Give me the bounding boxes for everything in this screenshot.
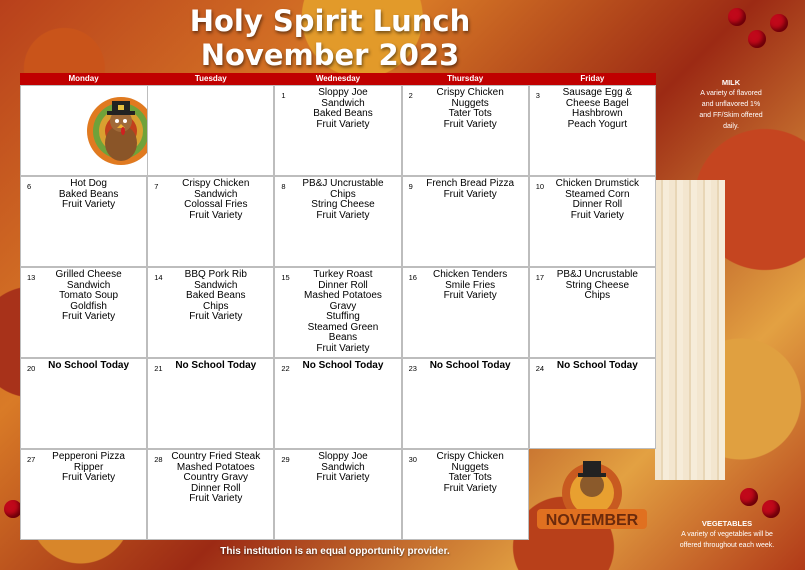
berry-decoration: [748, 30, 766, 48]
vegetables-title: VEGETABLES: [701, 519, 753, 528]
menu-item: Fruit Variety: [443, 118, 497, 130]
menu-item: Tater Tots: [448, 108, 492, 119]
day-number: 24: [535, 364, 545, 373]
day-number: 7: [154, 182, 159, 191]
menu-item: Tomato Soup: [59, 290, 119, 301]
menu-items: [275, 268, 400, 354]
menu-items: [275, 359, 400, 372]
wood-plank-decoration: [655, 180, 725, 480]
menu-item: Sausage Egg &: [562, 87, 633, 98]
day-number: 20: [27, 364, 36, 373]
menu-item: Fruit Variety: [62, 311, 116, 322]
no-school-label: No School Today: [556, 360, 638, 371]
day-number: 1: [281, 91, 286, 100]
vegetables-text-line: offered throughout each week.: [679, 542, 775, 549]
menu-item: Sandwich: [194, 188, 238, 200]
menu-item: Goldfish: [70, 300, 107, 312]
menu-item: Sandwich: [321, 461, 365, 473]
calendar-day-cell: [147, 358, 274, 449]
menu-items: [21, 359, 146, 372]
page-title: Holy Spirit Lunch: [189, 4, 471, 38]
milk-note: [676, 77, 786, 132]
day-number: 13: [27, 273, 36, 282]
menu-item: Dinner Roll: [572, 199, 623, 210]
menu-item: PB&J Uncrustable: [556, 269, 638, 280]
menu-items: [148, 177, 273, 221]
menu-item: Stuffing: [326, 311, 360, 322]
menu-item: BBQ Pork Rib: [184, 269, 247, 280]
day-number: 28: [154, 455, 163, 464]
menu-items: [275, 450, 400, 484]
day-header: Thursday: [447, 74, 484, 83]
day-number: 27: [27, 455, 36, 464]
no-school-label: No School Today: [429, 360, 511, 371]
menu-items: [530, 86, 655, 130]
day-number: 30: [408, 455, 417, 464]
menu-item: Dinner Roll: [191, 482, 241, 494]
menu-item: Chips: [202, 300, 229, 312]
berry-decoration: [770, 14, 788, 32]
menu-item: Chicken Drumstick: [555, 178, 640, 189]
menu-item: String Cheese: [565, 279, 630, 291]
menu-item: Turkey Roast: [313, 269, 373, 280]
vegetables-note: [652, 518, 802, 551]
berry-decoration: [740, 488, 758, 506]
menu-item: Nuggets: [451, 97, 489, 109]
day-number: 21: [154, 364, 163, 373]
menu-items: [530, 177, 655, 221]
calendar-day-cell: [274, 176, 401, 267]
menu-item: Hashbrown: [572, 108, 623, 119]
calendar-day-cell: [20, 85, 147, 176]
menu-items: [148, 450, 273, 505]
menu-items: [148, 268, 273, 323]
menu-items: [530, 359, 655, 372]
weekday-header: [20, 73, 656, 85]
calendar-day-cell: [274, 85, 401, 176]
menu-item: String Cheese: [311, 199, 375, 210]
milk-title: MILK: [721, 78, 741, 87]
menu-item: Sandwich: [66, 279, 111, 291]
menu-item: Baked Beans: [58, 188, 119, 200]
menu-item: Fruit Variety: [189, 311, 243, 322]
menu-item: Chips: [330, 188, 356, 200]
menu-item: Cheese Bagel: [565, 97, 629, 109]
menu-items: [21, 268, 146, 323]
menu-item: Fruit Variety: [570, 209, 624, 221]
milk-text-line: A variety of flavored: [700, 90, 762, 97]
menu-item: Pepperoni Pizza: [52, 451, 125, 462]
menu-item: Fruit Variety: [189, 209, 243, 221]
november-turkey-icon: [531, 453, 653, 535]
menu-item: Smile Fries: [445, 279, 496, 291]
calendar-day-cell: [529, 176, 656, 267]
menu-item: Fruit Variety: [443, 188, 497, 200]
calendar-day-cell: [274, 267, 401, 358]
calendar-day-cell: [402, 267, 529, 358]
day-number: 17: [535, 273, 545, 282]
menu-item: Baked Beans: [186, 290, 246, 301]
menu-item: Sloppy Joe: [318, 87, 368, 98]
day-number: 16: [408, 273, 417, 282]
milk-text-line: and unflavored 1%: [701, 101, 761, 108]
menu-item: Fruit Variety: [316, 118, 370, 130]
calendar-day-cell: [147, 267, 274, 358]
day-header: Wednesday: [315, 74, 361, 83]
menu-item: French Bread Pizza: [426, 178, 515, 189]
menu-items: [530, 268, 655, 302]
menu-item: Sandwich: [194, 279, 238, 291]
menu-item: Peach Yogurt: [567, 118, 628, 130]
menu-item: Fruit Variety: [316, 209, 370, 221]
menu-item: Mashed Potatoes: [304, 290, 382, 301]
menu-item: Baked Beans: [313, 108, 373, 119]
calendar-day-cell: [147, 85, 274, 176]
menu-item: Fruit Variety: [443, 482, 497, 494]
menu-items: [403, 86, 528, 130]
no-school-label: No School Today: [302, 360, 384, 371]
menu-items: [403, 359, 528, 372]
menu-item: Fruit Variety: [316, 342, 370, 354]
calendar-grid: [20, 85, 656, 540]
day-number: 23: [408, 364, 417, 373]
menu-item: Fruit Variety: [62, 472, 116, 483]
calendar-day-cell: [402, 176, 529, 267]
calendar-day-cell: [147, 176, 274, 267]
menu-item: Country Fried Steak: [171, 451, 261, 462]
calendar-day-cell: [274, 358, 401, 449]
lunch-calendar: [20, 73, 656, 540]
page-subtitle: November 2023: [200, 38, 460, 72]
milk-text-line: and FF/Skim offered: [699, 112, 763, 119]
calendar-day-cell: [402, 358, 529, 449]
menu-items: [403, 268, 528, 302]
no-school-label: No School Today: [175, 360, 257, 371]
calendar-day-cell: [529, 267, 656, 358]
day-number: 29: [281, 455, 290, 464]
calendar-day-cell: [147, 449, 274, 540]
day-number: 22: [281, 364, 290, 373]
footer-statement: This institution is an equal opportunity provider.: [220, 546, 450, 557]
menu-item: Hot Dog: [70, 178, 107, 189]
menu-items: [21, 177, 146, 211]
calendar-day-cell: [529, 358, 656, 449]
menu-item: Fruit Variety: [62, 199, 116, 210]
menu-items: [403, 450, 528, 494]
menu-item: Colossal Fries: [184, 199, 248, 210]
menu-item: Crispy Chicken: [436, 87, 504, 98]
calendar-day-cell: [402, 85, 529, 176]
day-number: 2: [408, 91, 413, 100]
day-number: 15: [281, 273, 290, 282]
no-school-label: No School Today: [48, 360, 130, 371]
menu-items: [275, 177, 400, 221]
calendar-day-cell: [20, 449, 147, 540]
berry-decoration: [762, 500, 780, 518]
day-number: 8: [281, 182, 286, 191]
menu-item: PB&J Uncrustable: [302, 178, 384, 189]
menu-item: Fruit Variety: [443, 290, 497, 301]
menu-item: Mashed Potatoes: [176, 461, 255, 473]
day-header: Tuesday: [194, 74, 227, 83]
day-header: Monday: [68, 74, 99, 83]
calendar-day-cell: [529, 449, 656, 540]
menu-items: [148, 359, 273, 372]
day-number: 14: [154, 273, 163, 282]
menu-items: [403, 177, 528, 200]
calendar-day-cell: [20, 176, 147, 267]
menu-item: Grilled Cheese: [55, 269, 122, 280]
menu-item: Country Gravy: [183, 472, 249, 483]
svg-text:NOVEMBER: NOVEMBER: [545, 512, 638, 529]
day-number: 10: [535, 182, 545, 191]
menu-items: [275, 86, 400, 130]
menu-item: Ripper: [73, 461, 104, 473]
menu-item: Beans: [328, 332, 358, 343]
day-number: 9: [408, 182, 413, 191]
menu-item: Sloppy Joe: [318, 451, 368, 462]
menu-item: Crispy Chicken: [436, 451, 504, 462]
menu-item: Nuggets: [451, 461, 489, 473]
menu-item: Fruit Variety: [189, 493, 243, 504]
menu-item: Gravy: [329, 300, 357, 312]
menu-item: Tater Tots: [448, 472, 492, 483]
calendar-day-cell: [274, 449, 401, 540]
day-number: 3: [535, 91, 540, 100]
berry-decoration: [728, 8, 746, 26]
day-number: 6: [27, 182, 32, 191]
menu-items: [21, 450, 146, 484]
menu-item: Chicken Tenders: [433, 269, 508, 280]
day-header: Friday: [580, 74, 605, 83]
menu-item: Sandwich: [321, 97, 365, 109]
calendar-day-cell: [20, 267, 147, 358]
calendar-day-cell: [402, 449, 529, 540]
calendar-day-cell: [529, 85, 656, 176]
menu-item: Fruit Variety: [316, 472, 370, 483]
milk-text-line: daily.: [723, 123, 739, 130]
menu-item: Chips: [584, 290, 611, 301]
menu-item: Steamed Green: [307, 321, 379, 333]
vegetables-text-line: A variety of vegetables will be: [681, 531, 773, 538]
menu-item: Crispy Chicken: [182, 178, 250, 189]
menu-item: Steamed Corn: [565, 188, 630, 200]
menu-item: Dinner Roll: [318, 279, 368, 291]
calendar-day-cell: [20, 358, 147, 449]
